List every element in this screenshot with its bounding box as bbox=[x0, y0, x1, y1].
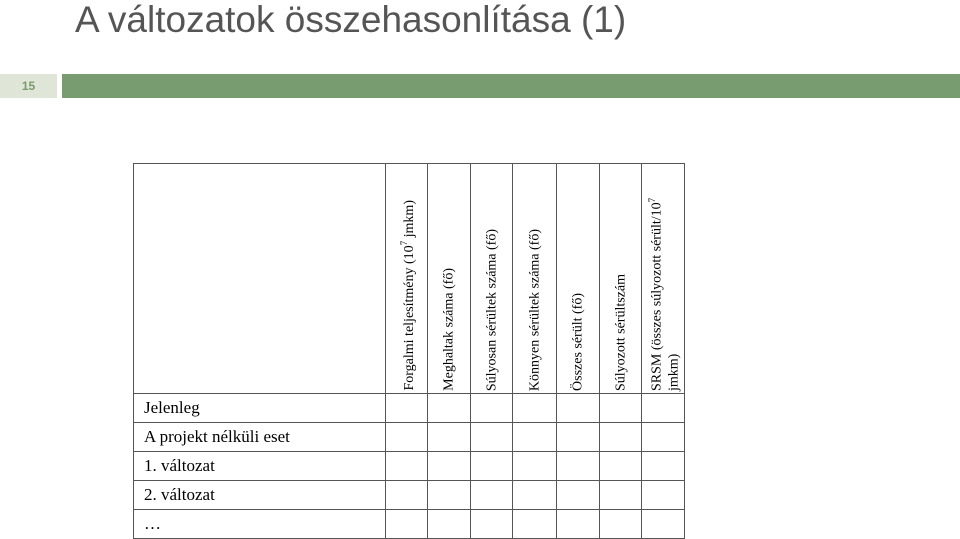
table-cell bbox=[557, 481, 600, 510]
row-label: Jelenleg bbox=[134, 394, 386, 423]
column-header-traffic: Forgalmi teljesítmény ($10^7$ jmkm) bbox=[386, 164, 428, 394]
table-cell bbox=[471, 423, 513, 452]
column-header-srsm: SRSM (összes súlyozott sérült/$10^7$ jmkm) bbox=[642, 164, 685, 394]
table-row bbox=[134, 481, 685, 510]
table-cell bbox=[513, 510, 557, 539]
table-cell bbox=[428, 510, 471, 539]
table-cell bbox=[642, 452, 685, 481]
table-cell bbox=[428, 452, 471, 481]
column-header-total-injured: Összes sérült (fő) bbox=[557, 164, 600, 394]
table-cell bbox=[513, 452, 557, 481]
column-header-weighted-injured: Súlyozott sérültszám bbox=[600, 164, 642, 394]
table-cell bbox=[386, 394, 428, 423]
table-row bbox=[134, 510, 685, 539]
table-cell bbox=[642, 481, 685, 510]
table-cell bbox=[471, 452, 513, 481]
column-header-severely-injured: Súlyosan sérültek száma (fő) bbox=[471, 164, 513, 394]
column-header-deaths: Meghaltak száma (fő) bbox=[428, 164, 471, 394]
table-cell bbox=[386, 423, 428, 452]
table-cell bbox=[513, 394, 557, 423]
table-cell bbox=[386, 481, 428, 510]
row-label: 1. változat bbox=[134, 452, 386, 481]
table-cell bbox=[600, 423, 642, 452]
table-cell bbox=[600, 510, 642, 539]
comparison-table bbox=[133, 163, 685, 539]
header-row bbox=[134, 164, 685, 394]
table-cell bbox=[557, 510, 600, 539]
table-cell bbox=[513, 481, 557, 510]
table-cell bbox=[600, 394, 642, 423]
table-cell bbox=[557, 394, 600, 423]
table-cell bbox=[471, 481, 513, 510]
table-cell bbox=[386, 510, 428, 539]
column-header-slightly-injured: Könnyen sérültek száma (fő) bbox=[513, 164, 557, 394]
table-cell bbox=[428, 423, 471, 452]
row-label: 2. változat bbox=[134, 481, 386, 510]
table-cell bbox=[471, 510, 513, 539]
table-row bbox=[134, 423, 685, 452]
row-label: … bbox=[134, 510, 386, 539]
table-cell bbox=[428, 394, 471, 423]
table-cell bbox=[386, 452, 428, 481]
table-cell bbox=[600, 452, 642, 481]
title-divider-bar bbox=[62, 74, 960, 98]
table-row bbox=[134, 452, 685, 481]
table-cell bbox=[642, 423, 685, 452]
table-cell bbox=[557, 452, 600, 481]
slide-number: 15 bbox=[0, 74, 57, 98]
corner-cell bbox=[134, 164, 386, 394]
row-label: A projekt nélküli eset bbox=[134, 423, 386, 452]
table-cell bbox=[471, 394, 513, 423]
table-cell bbox=[600, 481, 642, 510]
table-cell bbox=[513, 423, 557, 452]
slide-title: A változatok összehasonlítása (1) bbox=[75, 0, 627, 40]
table-row bbox=[134, 394, 685, 423]
table-cell bbox=[642, 510, 685, 539]
table-cell bbox=[642, 394, 685, 423]
table-cell bbox=[557, 423, 600, 452]
table-cell bbox=[428, 481, 471, 510]
